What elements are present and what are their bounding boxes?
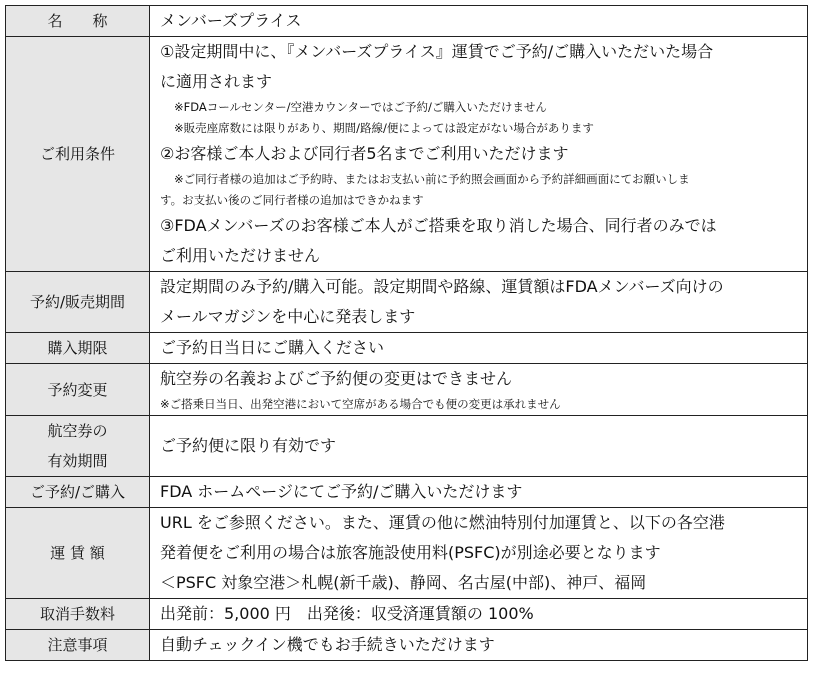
content-line: ③FDAメンバーズのお客様ご本人がご搭乗を取り消した場合、同行者のみでは xyxy=(160,216,717,235)
content-line: 出発前：5,000 円 出発後：収受済運賃額の 100% xyxy=(160,604,534,623)
row-purchase-deadline xyxy=(6,333,808,364)
label-purchase-deadline: 購入期限 xyxy=(6,333,150,364)
note-line: ※FDAコールセンター/空港カウンターではご予約/ご購入いただけません xyxy=(174,100,547,114)
row-booking-period xyxy=(6,272,808,333)
row-name xyxy=(6,6,808,37)
label-usage-conditions: ご利用条件 xyxy=(6,37,150,272)
content-line: 航空券の名義およびご予約便の変更はできません xyxy=(160,369,513,388)
note-line: ※ご搭乗日当日、出発空港において空席がある場合でも便の変更は承れません xyxy=(160,397,561,411)
label-ticket-validity xyxy=(6,416,150,477)
label-line: 有効期間 xyxy=(47,452,108,470)
content-line: ご予約便に限り有効です xyxy=(160,436,337,455)
content-booking-change xyxy=(150,364,808,416)
content-name xyxy=(150,6,808,37)
content-line: ＜PSFC 対象空港＞札幌(新千歳)、静岡、名古屋(中部)、神戸、福岡 xyxy=(160,573,647,592)
content-line: URL をご参照ください。また、運賃の他に燃油特別付加運賃と、以下の各空港 xyxy=(160,513,725,532)
fare-conditions-table xyxy=(5,5,808,661)
label-booking-period: 予約/販売期間 xyxy=(6,272,150,333)
row-fare-amount xyxy=(6,508,808,599)
content-line: ②お客様ご本人および同行者5名までご利用いただけます xyxy=(160,144,569,163)
label-name: 名 称 xyxy=(6,6,150,37)
row-booking-purchase xyxy=(6,477,808,508)
content-usage-conditions xyxy=(150,37,808,272)
row-cancellation-fee xyxy=(6,599,808,630)
content-line: 自動チェックイン機でもお手続きいただけます xyxy=(160,635,495,654)
label-line: 航空券の xyxy=(47,422,108,440)
row-usage-conditions xyxy=(6,37,808,272)
content-line: メールマガジンを中心に発表します xyxy=(160,307,416,326)
content-line: FDA ホームページにてご予約/ご購入いただけます xyxy=(160,482,523,501)
row-booking-change xyxy=(6,364,808,416)
content-booking-purchase xyxy=(150,477,808,508)
content-line: メンバーズプライス xyxy=(160,11,302,30)
label-booking-change: 予約変更 xyxy=(6,364,150,416)
note-line: ※ご同行者様の追加はご予約時、またはお支払い前に予約照会画面から予約詳細画面にてお願いしま xyxy=(174,172,690,186)
label-notes: 注意事項 xyxy=(6,630,150,661)
content-line: 設定期間のみ予約/購入可能。設定期間や路線、運賃額はFDAメンバーズ向けの xyxy=(160,277,724,296)
note-line: す。お支払い後のご同行者様の追加はできかねます xyxy=(160,193,424,207)
content-ticket-validity xyxy=(150,416,808,477)
note-line: ※販売座席数には限りがあり、期間/路線/便によっては設定がない場合があります xyxy=(174,121,594,135)
row-notes xyxy=(6,630,808,661)
content-line: ご利用いただけません xyxy=(160,246,321,265)
row-ticket-validity xyxy=(6,416,808,477)
label-booking-purchase: ご予約/ご購入 xyxy=(6,477,150,508)
content-cancellation-fee xyxy=(150,599,808,630)
content-purchase-deadline xyxy=(150,333,808,364)
content-line: ①設定期間中に、『メンバーズプライス』運賃でご予約/ご購入いただいた場合 xyxy=(160,42,714,61)
content-booking-period xyxy=(150,272,808,333)
label-cancellation-fee: 取消手数料 xyxy=(6,599,150,630)
content-line: に適用されます xyxy=(160,72,273,91)
content-line: ご予約日当日にご購入ください xyxy=(160,338,385,357)
label-fare-amount: 運 賃 額 xyxy=(6,508,150,599)
content-notes xyxy=(150,630,808,661)
content-line: 発着便をご利用の場合は旅客施設使用料(PSFC)が別途必要となります xyxy=(160,543,661,562)
content-fare-amount xyxy=(150,508,808,599)
